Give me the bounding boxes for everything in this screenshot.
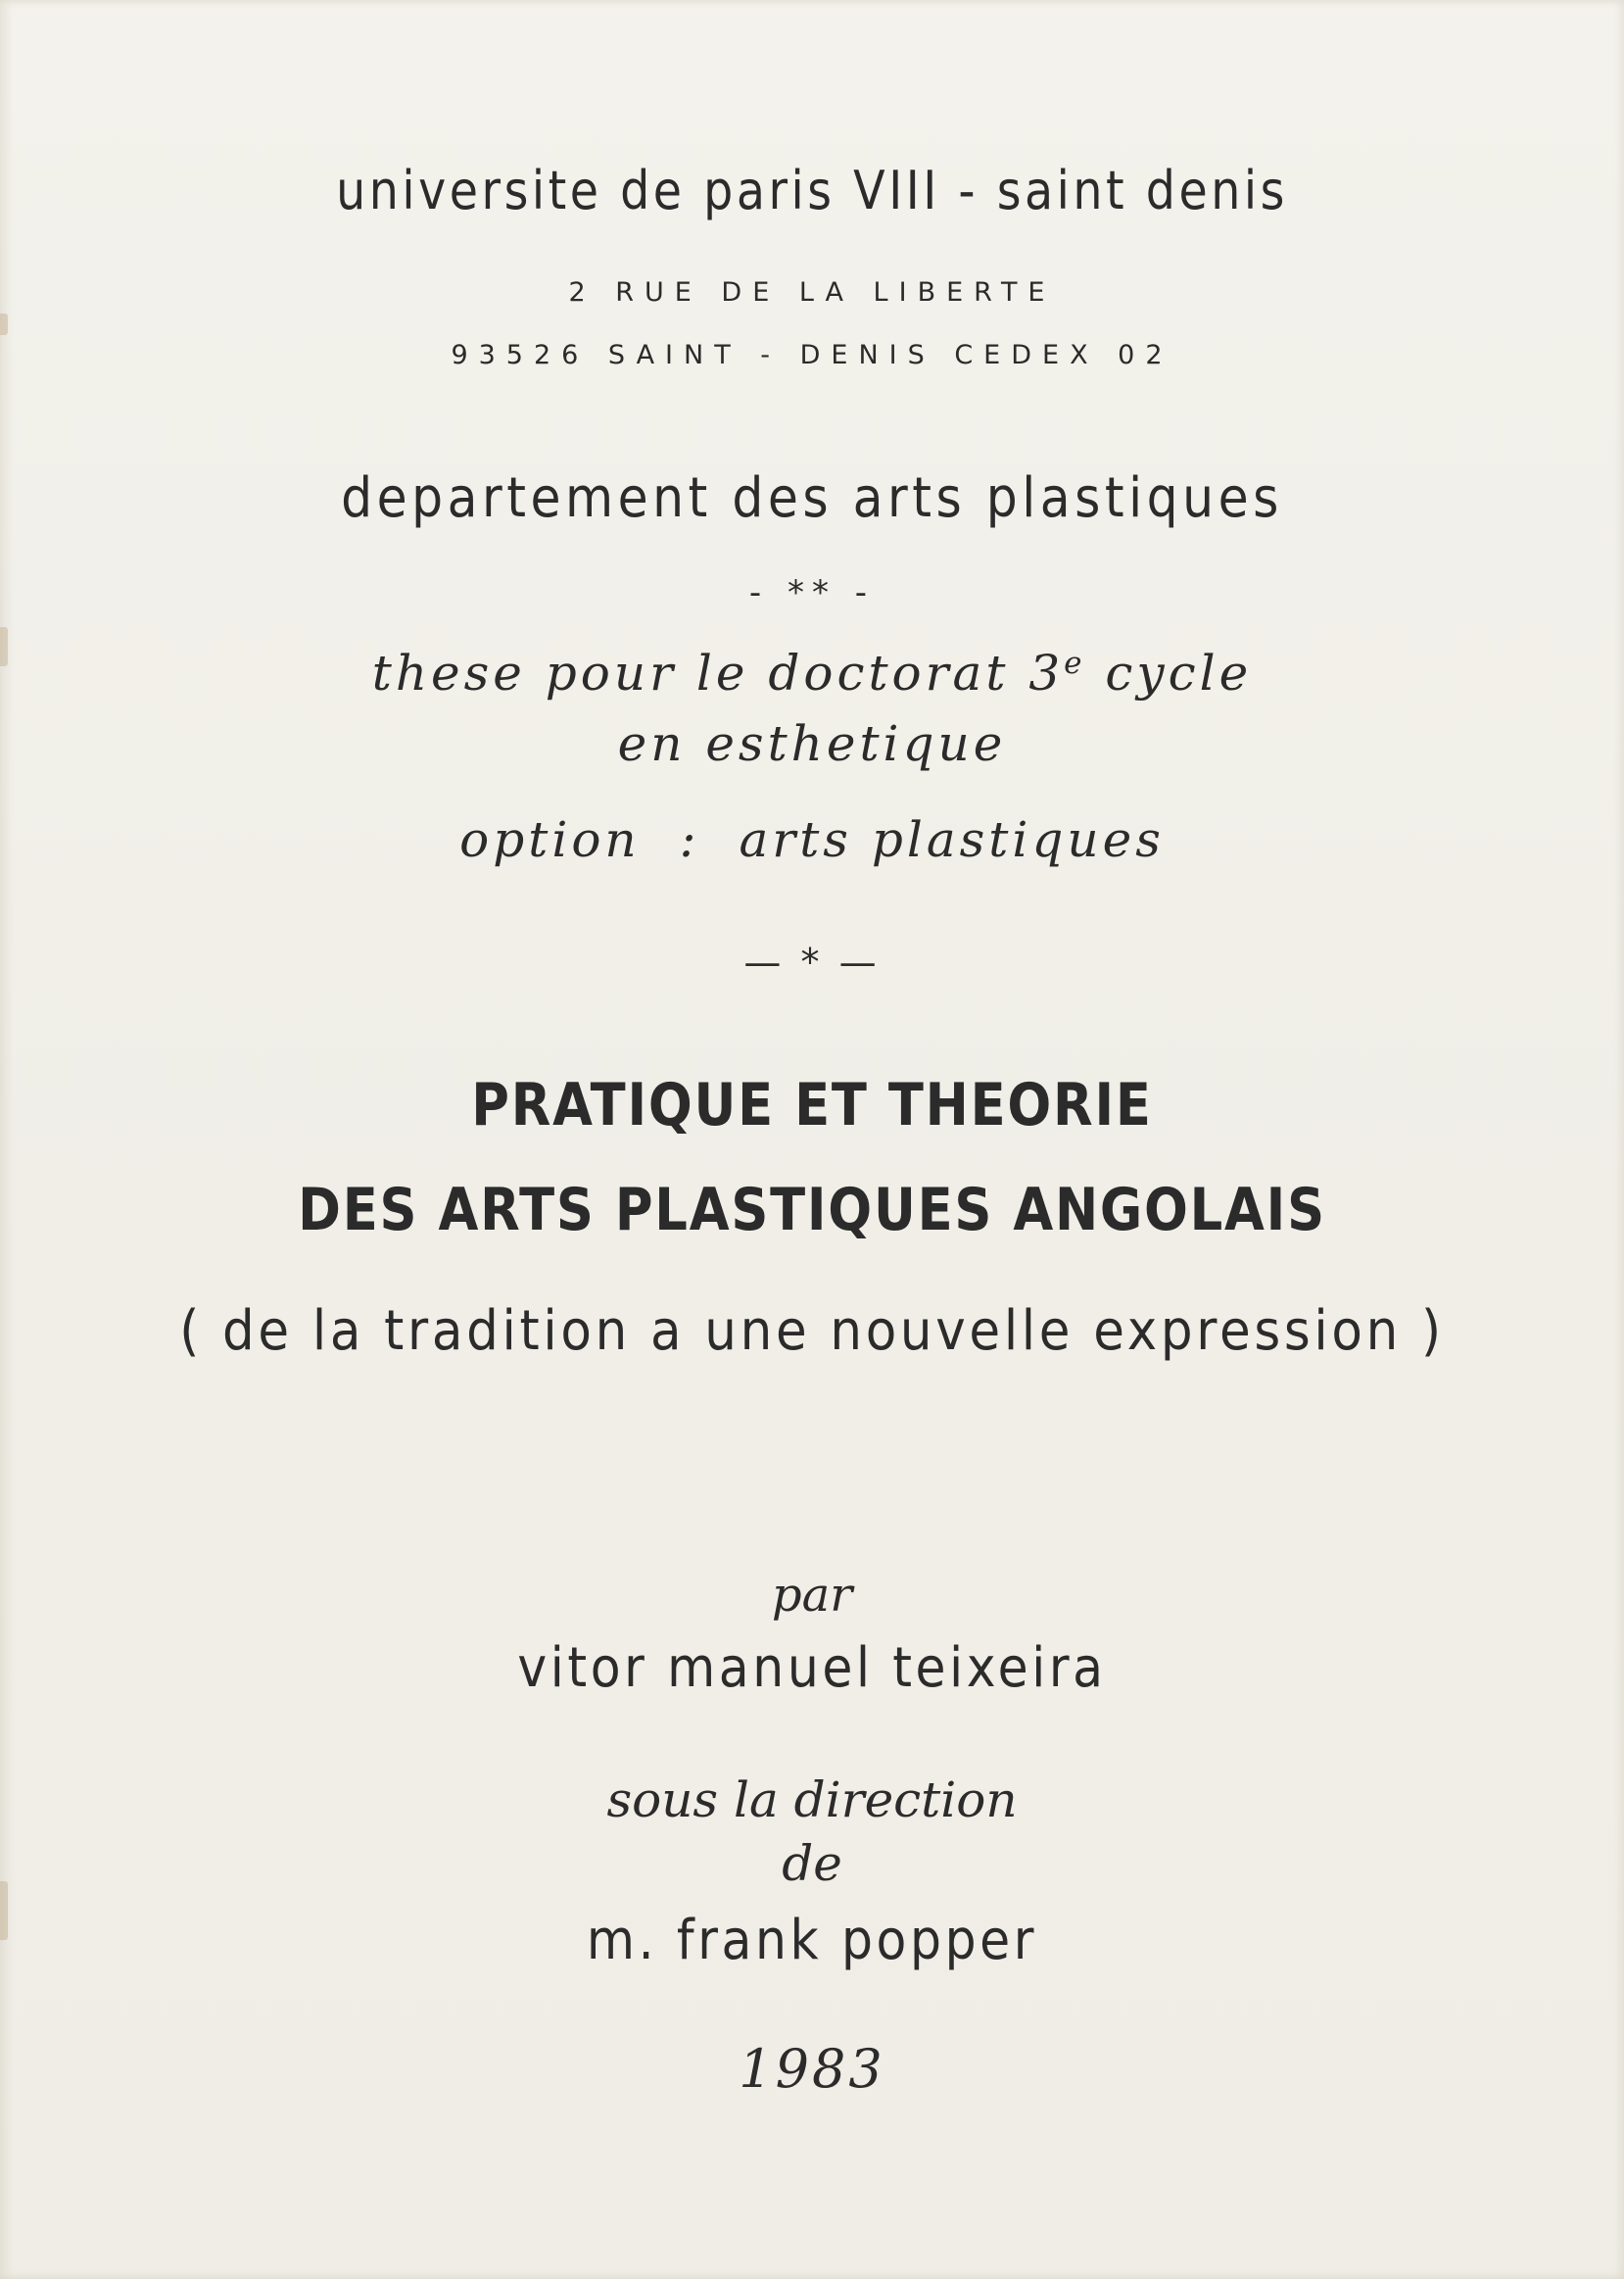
author-name: vitor manuel teixeira <box>517 1636 1107 1700</box>
thesis-option-line <box>0 811 1624 868</box>
by-label: par <box>771 1568 853 1623</box>
paper-stain <box>0 314 8 335</box>
ornament-dash-asterisk: — * — <box>743 941 881 984</box>
thesis-title-line-2: DES ARTS PLASTIQUES ANGOLAIS <box>298 1176 1326 1244</box>
direction-label: sous la direction <box>606 1771 1018 1828</box>
department-name: departement des arts plastiques <box>341 466 1283 530</box>
option-separator: : <box>679 811 700 868</box>
thesis-degree-superscript: e <box>1064 645 1086 681</box>
thesis-degree-text: these pour le doctorat 3 <box>371 645 1065 702</box>
direction-de: de <box>782 1835 842 1892</box>
address-street: 2 RUE DE LA LIBERTE <box>568 277 1056 308</box>
year: 1983 <box>739 2038 885 2100</box>
address-city: 93526 SAINT - DENIS CEDEX 02 <box>451 340 1173 370</box>
thesis-title-line-1: PRATIQUE ET THEORIE <box>471 1071 1153 1140</box>
option-value: arts plastiques <box>739 811 1165 868</box>
thesis-field-line: en esthetique <box>617 715 1007 772</box>
option-label: option <box>459 811 641 868</box>
director-name: m. frank popper <box>586 1909 1038 1972</box>
thesis-degree-suffix: cycle <box>1085 645 1253 702</box>
ornament-asterisks: - ** - <box>748 573 876 612</box>
thesis-degree-line <box>0 645 1624 702</box>
university-name: universite de paris VIII - saint denis <box>336 160 1288 221</box>
thesis-subtitle: ( de la tradition a une nouvelle expression ) <box>179 1299 1445 1363</box>
